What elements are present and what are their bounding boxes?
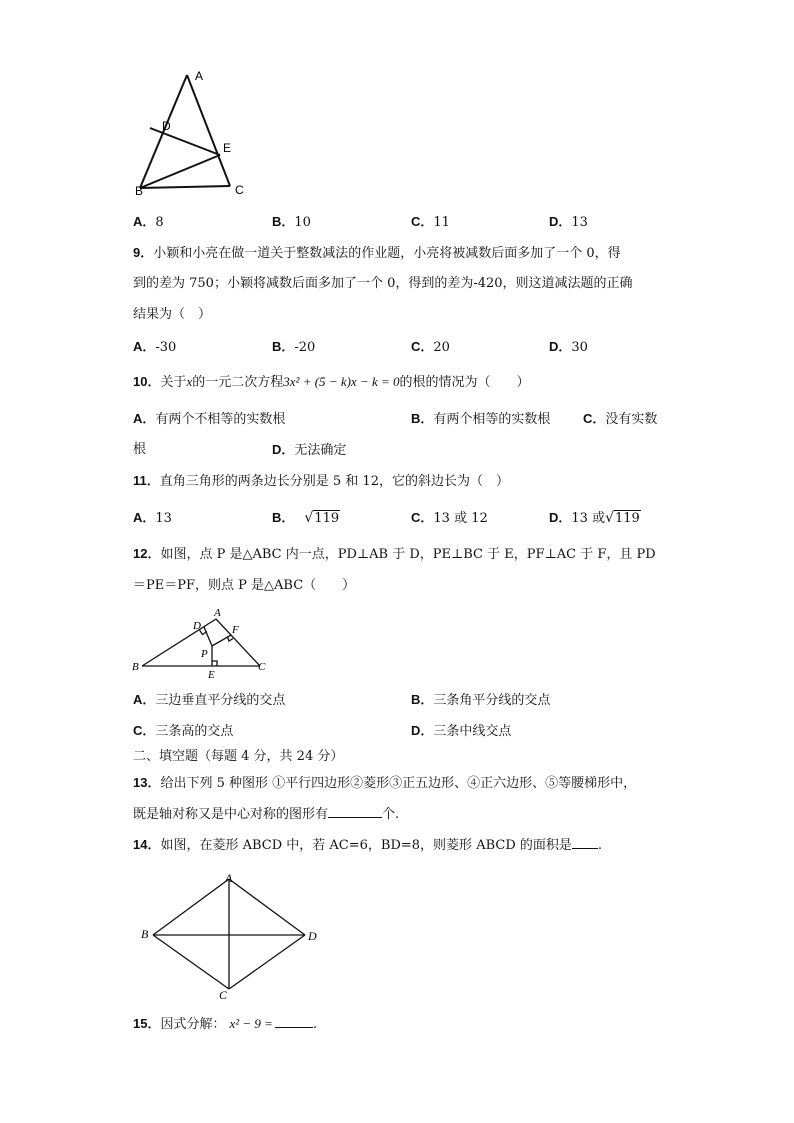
q12-line-2: ＝PE＝PF，则点 P 是△ABC（ ） bbox=[133, 578, 356, 593]
q9-option-d[interactable]: D．30 bbox=[549, 339, 588, 355]
label-d: D bbox=[162, 119, 171, 133]
side-cd bbox=[229, 935, 305, 989]
label-f: F bbox=[232, 624, 239, 636]
q13-line-1: 13．给出下列 5 种图形 ①平行四边形②菱形③正五边形、④正六边形、⑤等腰梯形中， bbox=[133, 775, 637, 791]
q10-option-a[interactable]: A．有两个不相等的实数根 bbox=[133, 411, 286, 427]
q9-option-a[interactable]: A．-30 bbox=[133, 339, 177, 355]
q10-stem: 10．关于x的一元二次方程3x² + (5 − k)x − k = 0的根的情况为（ ） bbox=[133, 374, 530, 390]
q10-option-c[interactable]: C．没有实数 bbox=[583, 411, 658, 427]
label-a: A bbox=[214, 607, 221, 619]
q12-option-a[interactable]: A．三边垂直平分线的交点 bbox=[133, 692, 286, 708]
q11-option-a[interactable]: A．13 bbox=[133, 510, 172, 526]
label-e: E bbox=[208, 669, 215, 681]
label-p: P bbox=[201, 648, 208, 660]
side-ab bbox=[153, 879, 229, 935]
side-bc bbox=[153, 935, 229, 989]
q14-stem: 14．如图，在菱形 ABCD 中，若 AC=6，BD=8，则菱形 ABCD 的面积是 . bbox=[133, 837, 603, 853]
side-ac bbox=[187, 75, 230, 186]
radicand: 119 bbox=[314, 511, 340, 526]
quadratic-equation: 3x² + (5 − k)x − k = 0 bbox=[283, 374, 400, 389]
label-a: A bbox=[195, 69, 204, 83]
sqrt-icon: √ bbox=[605, 510, 614, 526]
q15-stem: 15．因式分解： x² − 9 = . bbox=[133, 1016, 318, 1032]
label-c: C bbox=[258, 661, 266, 673]
label-a: A bbox=[225, 871, 233, 885]
label-b: B bbox=[141, 927, 149, 941]
q8-option-c[interactable]: C．11 bbox=[411, 214, 450, 230]
q11-option-b[interactable]: B． √119 bbox=[272, 510, 340, 526]
answer-blank-q13[interactable] bbox=[328, 805, 382, 818]
q12-line-1: 12．如图，点 P 是△ABC 内一点，PD⊥AB 于 D，PE⊥BC 于 E，PF⊥AC 于 F，且 PD bbox=[133, 546, 656, 562]
triangle-figure-q12 bbox=[128, 606, 278, 681]
triangle-figure-q8 bbox=[130, 68, 260, 200]
side-bc bbox=[140, 186, 230, 188]
label-c: C bbox=[235, 183, 244, 197]
q8-option-b[interactable]: B．10 bbox=[272, 214, 311, 230]
q10-option-b[interactable]: B．有两个相等的实数根 bbox=[411, 411, 551, 427]
sqrt-icon: √ bbox=[304, 510, 314, 526]
section-title-fill-in: 二、填空题（每题 4 分，共 24 分） bbox=[133, 749, 344, 764]
q9-line-1: 9．小颖和小亮在做一道关于整数减法的作业题，小亮将被减数后面多加了一个 0，得 bbox=[133, 245, 621, 261]
segment-pd bbox=[204, 627, 212, 646]
radicand: 119 bbox=[615, 511, 640, 526]
q8-option-a[interactable]: A．8 bbox=[133, 214, 164, 230]
q10-option-c-continued: 根 bbox=[133, 442, 147, 457]
factor-expression: x² − 9 = bbox=[229, 1016, 273, 1031]
right-angle-mark-e bbox=[212, 661, 217, 666]
q9-line-3: 结果为（ ） bbox=[133, 307, 212, 322]
q12-option-c[interactable]: C．三条高的交点 bbox=[133, 723, 234, 739]
q13-line-2: 既是轴对称又是中心对称的图形有 个. bbox=[133, 807, 400, 822]
answer-blank-q15[interactable] bbox=[275, 1015, 313, 1028]
q12-option-d[interactable]: D．三条中线交点 bbox=[411, 723, 512, 739]
q10-option-d[interactable]: D．无法确定 bbox=[272, 442, 347, 458]
q12-option-b[interactable]: B．三条角平分线的交点 bbox=[411, 692, 551, 708]
variable-x: x bbox=[186, 374, 193, 389]
label-e: E bbox=[223, 141, 232, 155]
label-b: B bbox=[135, 184, 144, 198]
q9-option-b[interactable]: B．-20 bbox=[272, 339, 316, 355]
label-d: D bbox=[193, 620, 201, 632]
rhombus-figure-q14 bbox=[135, 870, 330, 1003]
q9-line-2: 到的差为 750；小颖将减数后面多加了一个 0，得到的差为-420，则这道减法题的正确 bbox=[133, 276, 633, 291]
label-d: D bbox=[308, 929, 317, 943]
q11-stem: 11．直角三角形的两条边长分别是 5 和 12，它的斜边长为（ ） bbox=[133, 473, 509, 489]
q11-option-d[interactable]: D．13 或√119 bbox=[549, 510, 640, 526]
label-c: C bbox=[219, 988, 228, 1002]
q9-option-c[interactable]: C．20 bbox=[411, 339, 450, 355]
right-angle-mark-f bbox=[228, 637, 234, 641]
q8-option-d[interactable]: D．13 bbox=[549, 214, 588, 230]
q11-option-c[interactable]: C．13 或 12 bbox=[411, 510, 488, 526]
label-b: B bbox=[132, 661, 139, 673]
answer-blank-q14[interactable] bbox=[572, 836, 598, 849]
side-da bbox=[229, 879, 305, 935]
